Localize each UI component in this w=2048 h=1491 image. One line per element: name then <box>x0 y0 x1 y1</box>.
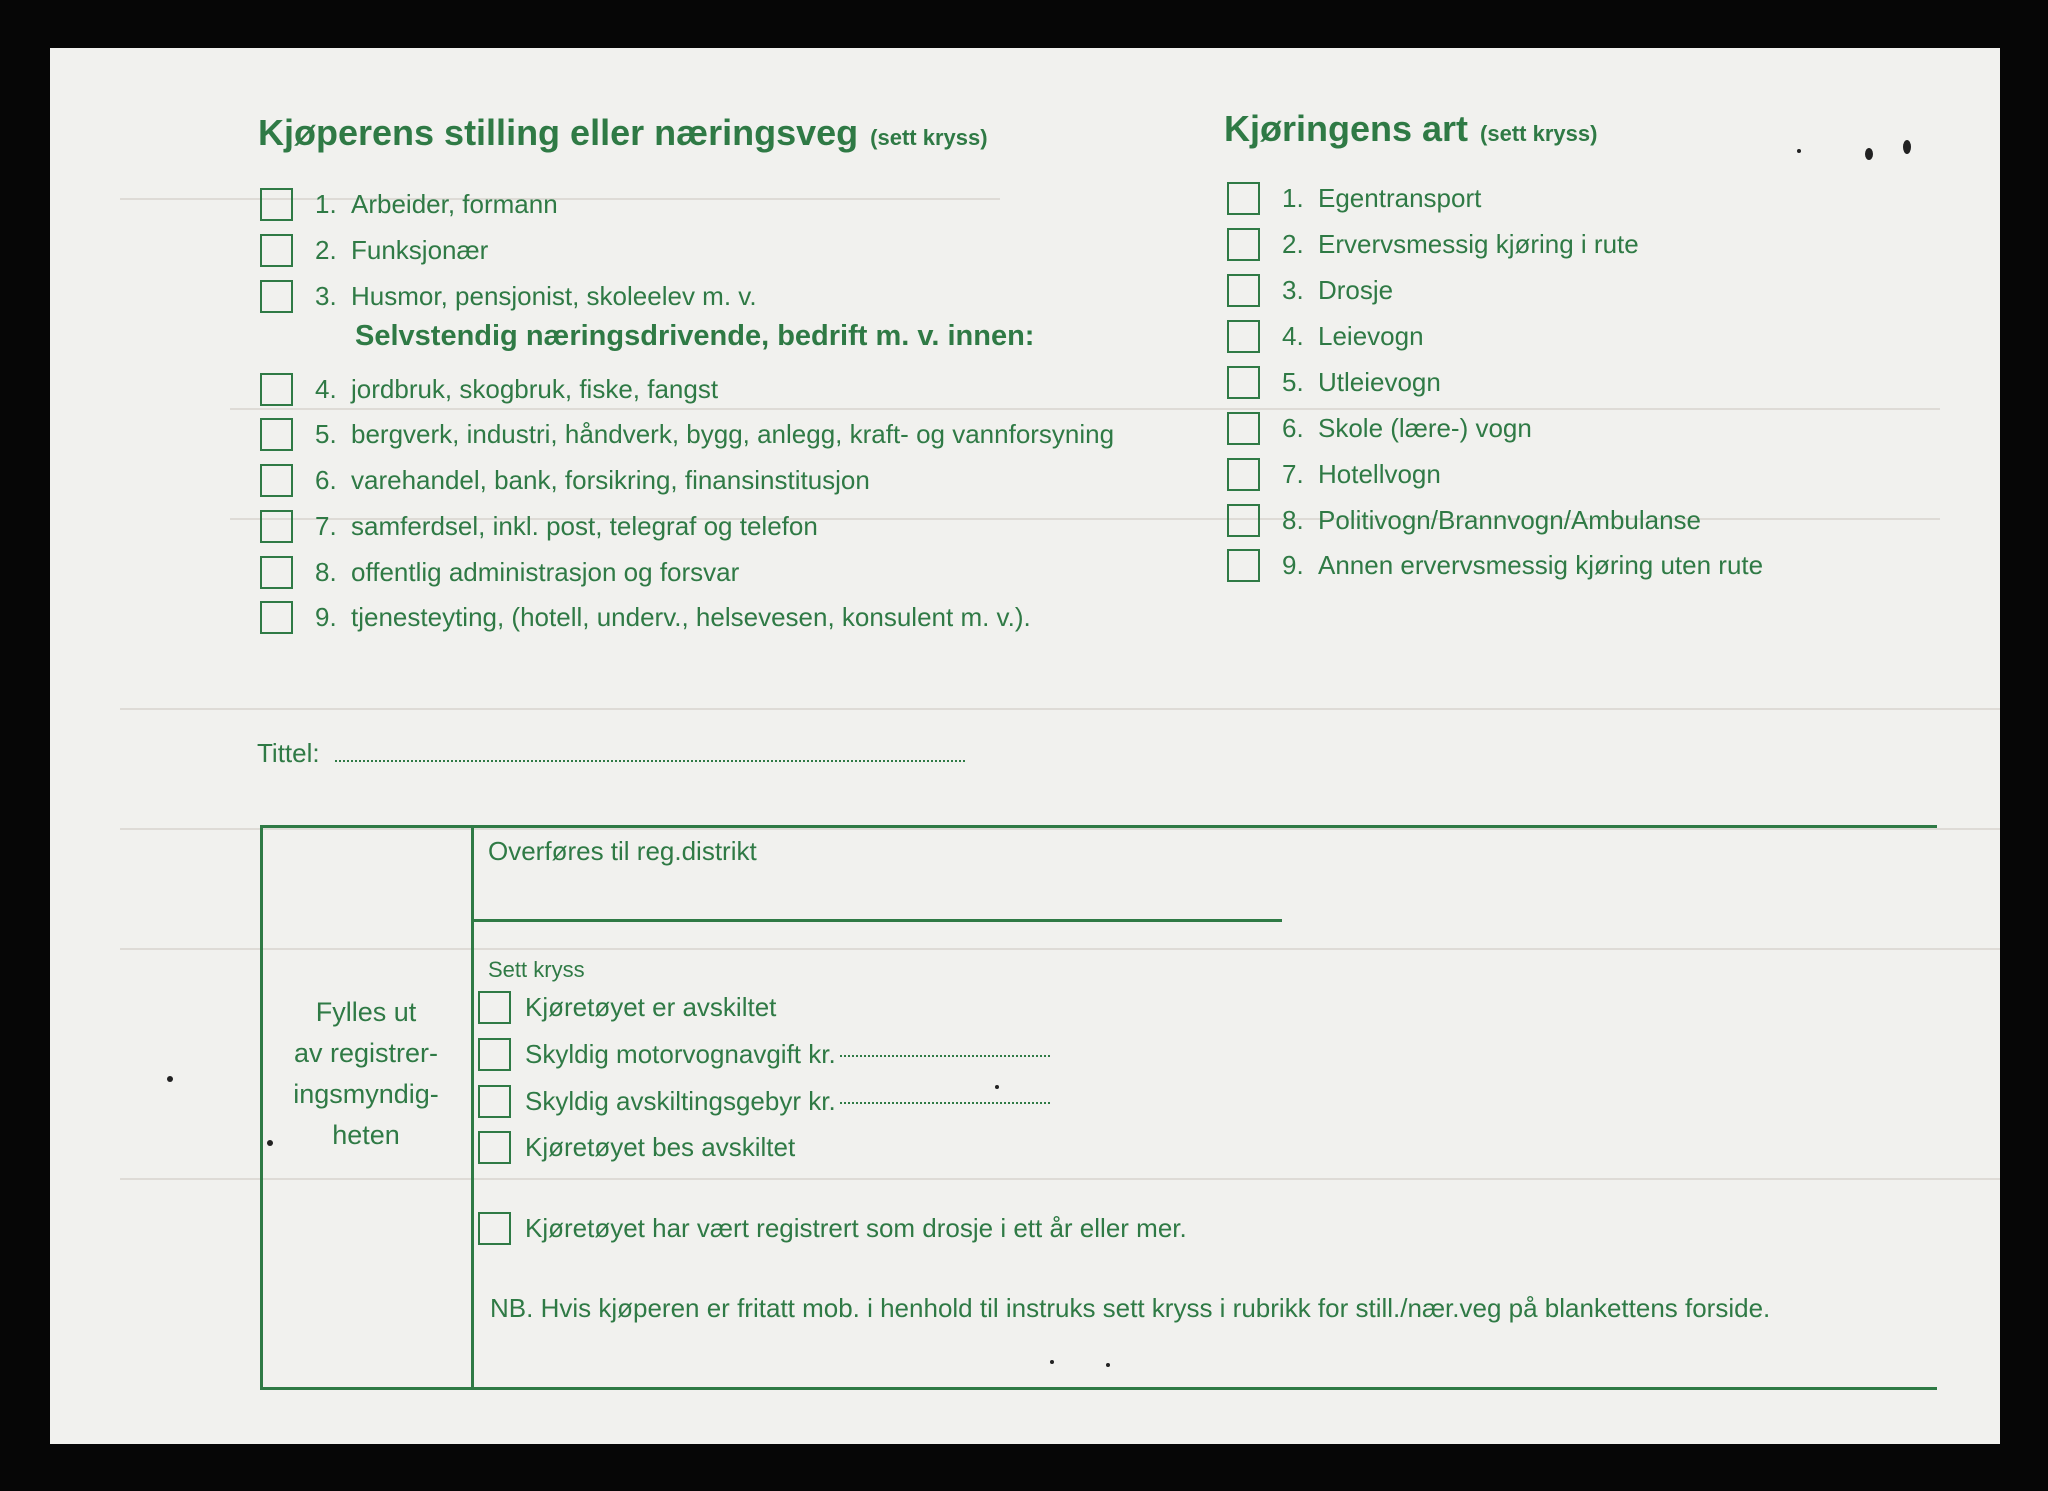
checkbox[interactable] <box>260 234 293 267</box>
driving-option-9[interactable]: 9. Annen ervervsmessig kjøring uten rute <box>1227 549 1763 582</box>
check-deregistered[interactable] <box>478 991 776 1024</box>
checkbox[interactable] <box>1227 228 1260 261</box>
checkbox[interactable] <box>260 556 293 589</box>
checkbox[interactable] <box>260 188 293 221</box>
box-top-border <box>260 825 1937 828</box>
option-label: offentlig administrasjon og forsvar <box>351 557 740 587</box>
title-label: Tittel: <box>257 738 320 768</box>
title-dotted-line <box>335 758 965 762</box>
checkbox[interactable] <box>1227 504 1260 537</box>
option-label: Leievogn <box>1318 321 1424 351</box>
option-label: Skole (lære-) vogn <box>1318 413 1532 443</box>
driving-option-6[interactable]: 6. Skole (lære-) vogn <box>1227 412 1532 445</box>
check-request-deregister[interactable] <box>478 1131 795 1164</box>
option-label: Skyldig motorvognavgift kr. <box>525 1039 836 1069</box>
option-label: Kjøretøyet er avskiltet <box>525 992 777 1022</box>
option-label: Husmor, pensjonist, skoleelev m. v. <box>351 281 757 311</box>
option-label: varehandel, bank, forsikring, finansinstitusjon <box>351 465 870 495</box>
buyer-option-9[interactable]: 9. tjenesteyting, (hotell, underv., helsevesen, konsulent m. v.). <box>260 601 1031 634</box>
driving-option-3[interactable]: 3. Drosje <box>1227 274 1393 307</box>
buyer-option-8[interactable]: 8. offentlig administrasjon og forsvar <box>260 556 739 589</box>
checkbox[interactable] <box>1227 458 1260 491</box>
option-label: jordbruk, skogbruk, fiske, fangst <box>351 374 719 404</box>
checkbox[interactable] <box>478 1038 511 1071</box>
bleed-through-line <box>120 948 2000 950</box>
bleed-through-line <box>120 1178 2000 1180</box>
box-left-border <box>260 825 263 1390</box>
dust-speck <box>1797 149 1801 153</box>
checkbox[interactable] <box>260 373 293 406</box>
bleed-through-line <box>120 198 1000 200</box>
checkbox[interactable] <box>260 280 293 313</box>
option-label: bergverk, industri, håndverk, bygg, anlegg, kraft- og vannforsyning <box>351 419 1115 449</box>
transfer-district-label: Overføres til reg.distrikt <box>488 836 757 866</box>
bleed-through-line <box>120 708 2000 710</box>
option-label: Skyldig avskiltingsgebyr kr. <box>525 1086 836 1116</box>
checkbox[interactable] <box>1227 412 1260 445</box>
option-label: Annen ervervsmessig kjøring uten rute <box>1318 550 1764 580</box>
amount-dotted-line <box>840 1100 1050 1104</box>
option-label: tjenesteyting, (hotell, underv., helsevesen, konsulent m. v.). <box>351 602 1031 632</box>
checkbox[interactable] <box>1227 366 1260 399</box>
dust-speck <box>1903 140 1911 154</box>
buyer-option-5[interactable]: 5. bergverk, industri, håndverk, bygg, anlegg, kraft- og vannforsyning <box>260 418 1114 451</box>
box-divider <box>471 825 474 1390</box>
driving-option-2[interactable]: 2. Ervervsmessig kjøring i rute <box>1227 228 1639 261</box>
option-label: Drosje <box>1318 275 1394 305</box>
checkbox[interactable] <box>478 1131 511 1164</box>
check-taxi-history[interactable] <box>478 1212 1187 1245</box>
checkbox[interactable] <box>478 991 511 1024</box>
driving-option-5[interactable]: 5. Utleievogn <box>1227 366 1441 399</box>
check-fee-owed[interactable] <box>478 1085 1050 1118</box>
option-label: Hotellvogn <box>1318 459 1441 489</box>
driving-option-4[interactable]: 4. Leievogn <box>1227 320 1424 353</box>
dust-speck <box>1050 1360 1054 1364</box>
checkbox[interactable] <box>1227 320 1260 353</box>
dust-speck <box>1865 148 1873 160</box>
buyer-occupation-heading: Kjøperens stilling eller næringsveg (sett kryss) <box>258 112 988 153</box>
check-tax-owed[interactable] <box>478 1038 1050 1071</box>
bleed-through-line <box>120 828 2000 830</box>
district-underline <box>473 919 1282 922</box>
bleed-through-line <box>230 408 1940 410</box>
option-label: Kjøretøyet har vært registrert som drosje i ett år eller mer. <box>525 1213 1187 1243</box>
dust-speck <box>995 1085 999 1089</box>
checkbox[interactable] <box>478 1085 511 1118</box>
buyer-option-6[interactable]: 6. varehandel, bank, forsikring, finansinstitusjon <box>260 464 870 497</box>
checkbox[interactable] <box>260 510 293 543</box>
title-field[interactable] <box>257 738 965 769</box>
driving-option-7[interactable]: 7. Hotellvogn <box>1227 458 1441 491</box>
driving-option-1[interactable]: 1. Egentransport <box>1227 182 1481 215</box>
option-label: Politivogn/Brannvogn/Ambulanse <box>1318 505 1702 535</box>
checkbox[interactable] <box>1227 549 1260 582</box>
nb-note: NB. Hvis kjøperen er fritatt mob. i henhold til instruks sett kryss i rubrikk for still./nær.veg på blankettens forside. <box>490 1293 1771 1323</box>
checkbox[interactable] <box>478 1212 511 1245</box>
checkbox[interactable] <box>260 601 293 634</box>
check-instruction: Sett kryss <box>488 957 585 982</box>
option-label: samferdsel, inkl. post, telegraf og telefon <box>351 511 818 541</box>
driving-type-heading: Kjøringens art (sett kryss) <box>1224 108 1598 149</box>
box-bottom-border <box>260 1387 1937 1390</box>
buyer-option-1[interactable]: 1. Arbeider, formann <box>260 188 558 221</box>
option-label: Egentransport <box>1318 183 1482 213</box>
checkbox[interactable] <box>260 464 293 497</box>
dust-speck <box>267 1140 273 1146</box>
option-label: Ervervsmessig kjøring i rute <box>1318 229 1639 259</box>
dust-speck <box>1106 1363 1110 1367</box>
option-label: Utleievogn <box>1318 367 1441 397</box>
option-label: Arbeider, formann <box>351 189 558 219</box>
buyer-option-3[interactable]: 3. Husmor, pensjonist, skoleelev m. v. <box>260 280 757 313</box>
checkbox[interactable] <box>260 418 293 451</box>
amount-dotted-line <box>840 1053 1050 1057</box>
checkbox[interactable] <box>1227 182 1260 215</box>
authority-note: Fylles ut av registrer- ingsmyndig- heten <box>293 997 439 1150</box>
option-label: Funksjonær <box>351 235 489 265</box>
self-employed-subheading: Selvstendig næringsdrivende, bedrift m. v. innen: <box>355 320 1035 352</box>
form-sheet <box>50 48 2000 1444</box>
driving-option-8[interactable]: 8. Politivogn/Brannvogn/Ambulanse <box>1227 504 1701 537</box>
buyer-option-2[interactable]: 2. Funksjonær <box>260 234 488 267</box>
dust-speck <box>167 1076 173 1082</box>
checkbox[interactable] <box>1227 274 1260 307</box>
option-label: Kjøretøyet bes avskiltet <box>525 1132 796 1162</box>
buyer-option-7[interactable]: 7. samferdsel, inkl. post, telegraf og telefon <box>260 510 818 543</box>
buyer-option-4[interactable]: 4. jordbruk, skogbruk, fiske, fangst <box>260 373 718 406</box>
